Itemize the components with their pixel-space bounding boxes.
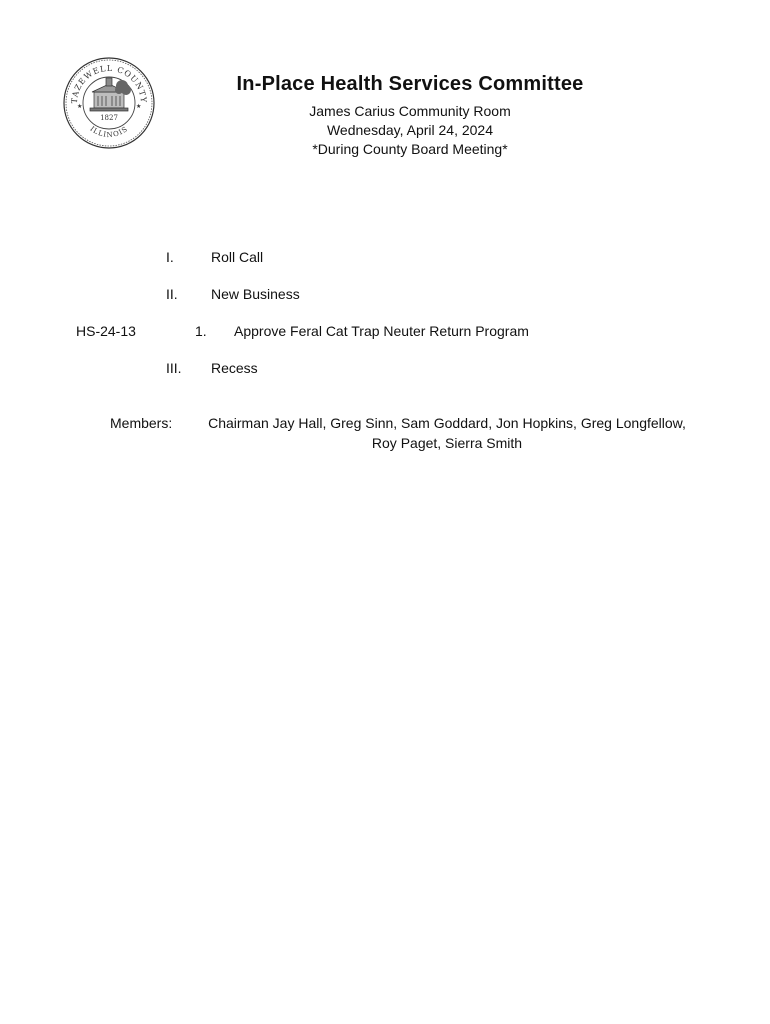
seal-graphic [62,56,156,150]
resolution-code: HS-24-13 [76,323,136,339]
agenda-sub-item-feral-cat: Approve Feral Cat Trap Neuter Return Program [234,323,529,339]
meeting-location: James Carius Community Room [309,103,511,119]
county-seal-logo [62,56,156,150]
agenda-item-new-business: New Business [211,286,300,302]
svg-text:TAZEWELL COUNTY: TAZEWELL COUNTY [69,63,149,104]
seal-year: 1827 [100,114,118,122]
agenda-numeral: II. [166,286,178,302]
agenda-item-roll-call: Roll Call [211,249,264,265]
tree-icon [115,80,131,95]
seal-star-icon: ★ [136,104,142,110]
members-list-line-2: Roy Paget, Sierra Smith [371,435,523,451]
document-header [160,72,660,159]
members-label: Members: [110,415,173,431]
members-list-line-1: Chairman Jay Hall, Greg Sinn, Sam Goddard, Jon Hopkins, Greg Longfellow, [208,415,686,431]
svg-text:ILLINOIS: ILLINOIS [88,124,130,140]
agenda-numeral: I. [166,249,174,265]
agenda-numeral: III. [166,360,182,376]
meeting-date: Wednesday, April 24, 2024 [326,122,494,138]
page-title: In-Place Health Services Committee [236,73,584,95]
seal-star-icon: ★ [77,104,83,110]
agenda-item-recess: Recess [211,360,258,376]
sub-item-number: 1. [195,323,207,339]
meeting-note: *During County Board Meeting* [312,141,508,157]
